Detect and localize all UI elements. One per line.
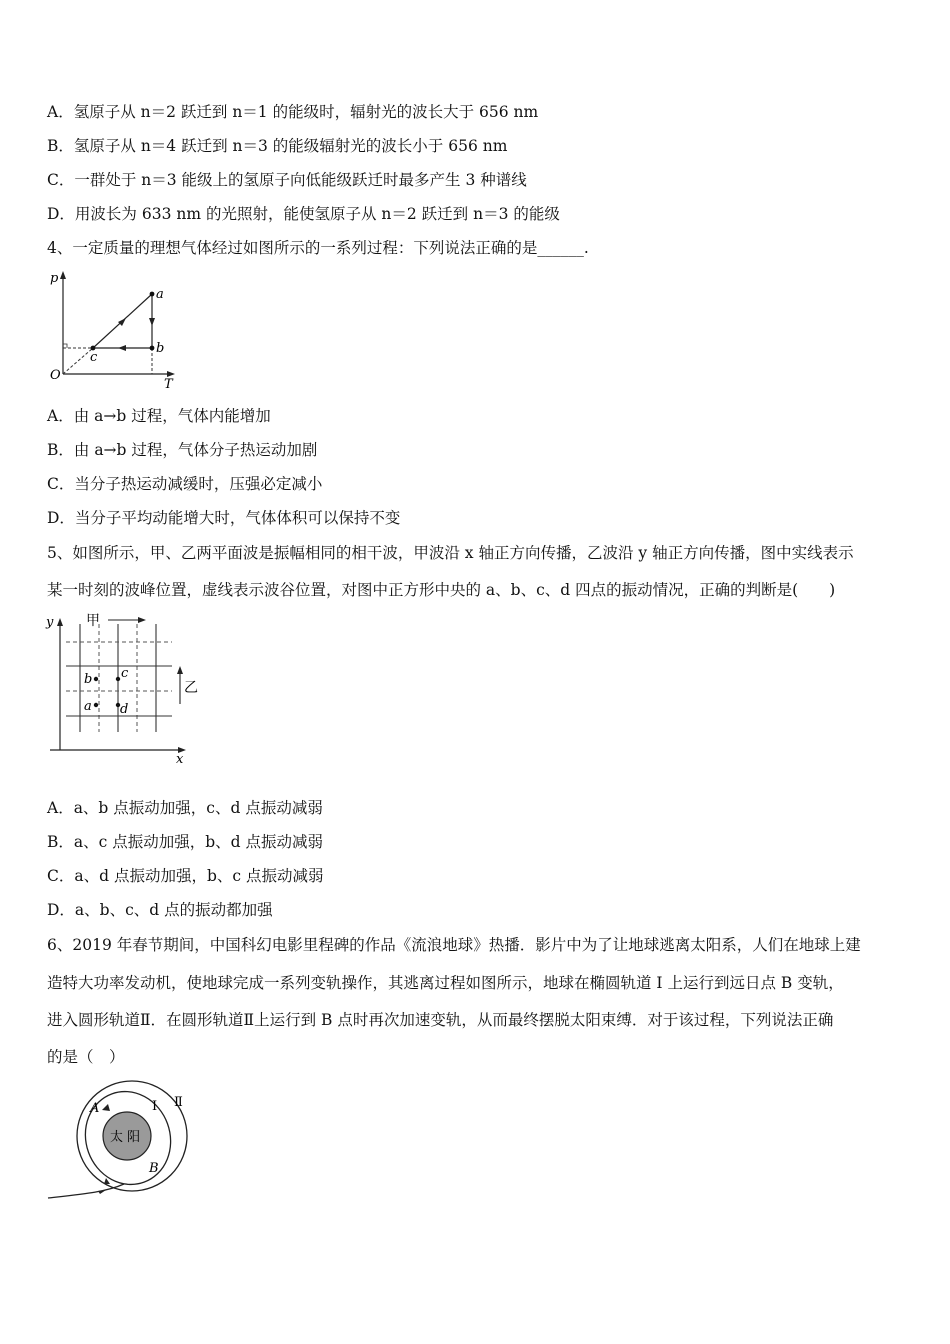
q4-option-c: C．当分子热运动减缓时，压强必定减小 (47, 475, 323, 493)
orbit-2-label: Ⅱ (174, 1095, 183, 1110)
point-b-label: B (149, 1161, 159, 1176)
q5-option-c: C．a、d 点振动加强，b、c 点振动减弱 (47, 867, 324, 885)
q4-option-b: B．由 a→b 过程，气体分子热运动加剧 (47, 441, 318, 459)
q4-pt-diagram (46, 268, 182, 390)
point-a (150, 292, 155, 297)
q6-stem-line-1: 6、2019 年春节期间，中国科幻电影里程碑的作品《流浪地球》热播．影片中为了让地球逃离太阳系，人们在地球上建 (47, 936, 861, 954)
label-d-q5: d (120, 702, 129, 717)
q3-option-c: C．一群处于 n＝3 能级上的氢原子向低能级跃迁时最多产生 3 种谱线 (47, 171, 527, 189)
wave-yi-label: 乙 (184, 680, 198, 696)
point-b (150, 346, 155, 351)
q3-option-a: A．氢原子从 n＝2 跃迁到 n＝1 的能级时，辐射光的波长大于 656 nm (47, 103, 539, 121)
label-b: b (156, 341, 165, 356)
q4-option-a: A．由 a→b 过程，气体内能增加 (47, 407, 271, 425)
q6-stem-line-2: 造特大功率发动机，使地球完成一系列变轨操作，其逃离过程如图所示，地球在椭圆轨道 I 上运行到远日点 B 变轨， (47, 974, 844, 992)
label-b-q5: b (84, 672, 93, 687)
origin-label: O (50, 368, 61, 383)
q4-option-d: D．当分子平均动能增大时，气体体积可以保持不变 (47, 509, 401, 527)
y-axis-label-q5: y (46, 615, 54, 630)
q5-wave-diagram (44, 610, 198, 768)
q4-stem: 4、一定质量的理想气体经过如图所示的一系列过程：下列说法正确的是______. (47, 239, 589, 257)
label-c: c (90, 350, 98, 365)
t-axis-label: T (164, 377, 173, 392)
q5-stem-line-1: 5、如图所示，甲、乙两平面波是振幅相同的相干波，甲波沿 x 轴正方向传播，乙波沿 y 轴正方向传播，图中实线表示 (47, 544, 854, 562)
sun-label: 太 阳 (110, 1130, 141, 1145)
wave-jia-label: 甲 (86, 613, 100, 629)
label-a-q5: a (84, 699, 92, 714)
point-c-q5 (116, 677, 120, 681)
label-a: a (156, 287, 164, 302)
q5-option-d: D．a、b、c、d 点的振动都加强 (47, 901, 273, 919)
q5-stem-line-2: 某一时刻的波峰位置，虚线表示波谷位置，对图中正方形中央的 a、b、c、d 四点的振动情况，正确的判断是( ) (47, 581, 836, 599)
point-a-label: A (90, 1101, 100, 1116)
q6-orbit-diagram (44, 1080, 204, 1206)
q3-option-d: D．用波长为 633 nm 的光照射，能使氢原子从 n＝2 跃迁到 n＝3 的能级 (47, 205, 560, 223)
point-b-q5 (94, 677, 98, 681)
label-c-q5: c (121, 666, 129, 681)
x-axis-label-q5: x (176, 752, 184, 767)
p-axis-label: p (50, 271, 59, 286)
q5-option-b: B．a、c 点振动加强，b、d 点振动减弱 (47, 833, 324, 851)
q6-stem-line-4: 的是（ ） (47, 1048, 125, 1066)
q5-option-a: A．a、b 点振动加强，c、d 点振动减弱 (47, 799, 323, 817)
orbit-1-label: Ⅰ (152, 1099, 158, 1114)
point-a-q5 (94, 703, 98, 707)
q3-option-b: B．氢原子从 n＝4 跃迁到 n＝3 的能级辐射光的波长小于 656 nm (47, 137, 508, 155)
q6-stem-line-3: 进入圆形轨道Ⅱ．在圆形轨道Ⅱ上运行到 B 点时再次加速变轨，从而最终摆脱太阳束缚．对于该过程，下列说法正确 (47, 1011, 834, 1029)
